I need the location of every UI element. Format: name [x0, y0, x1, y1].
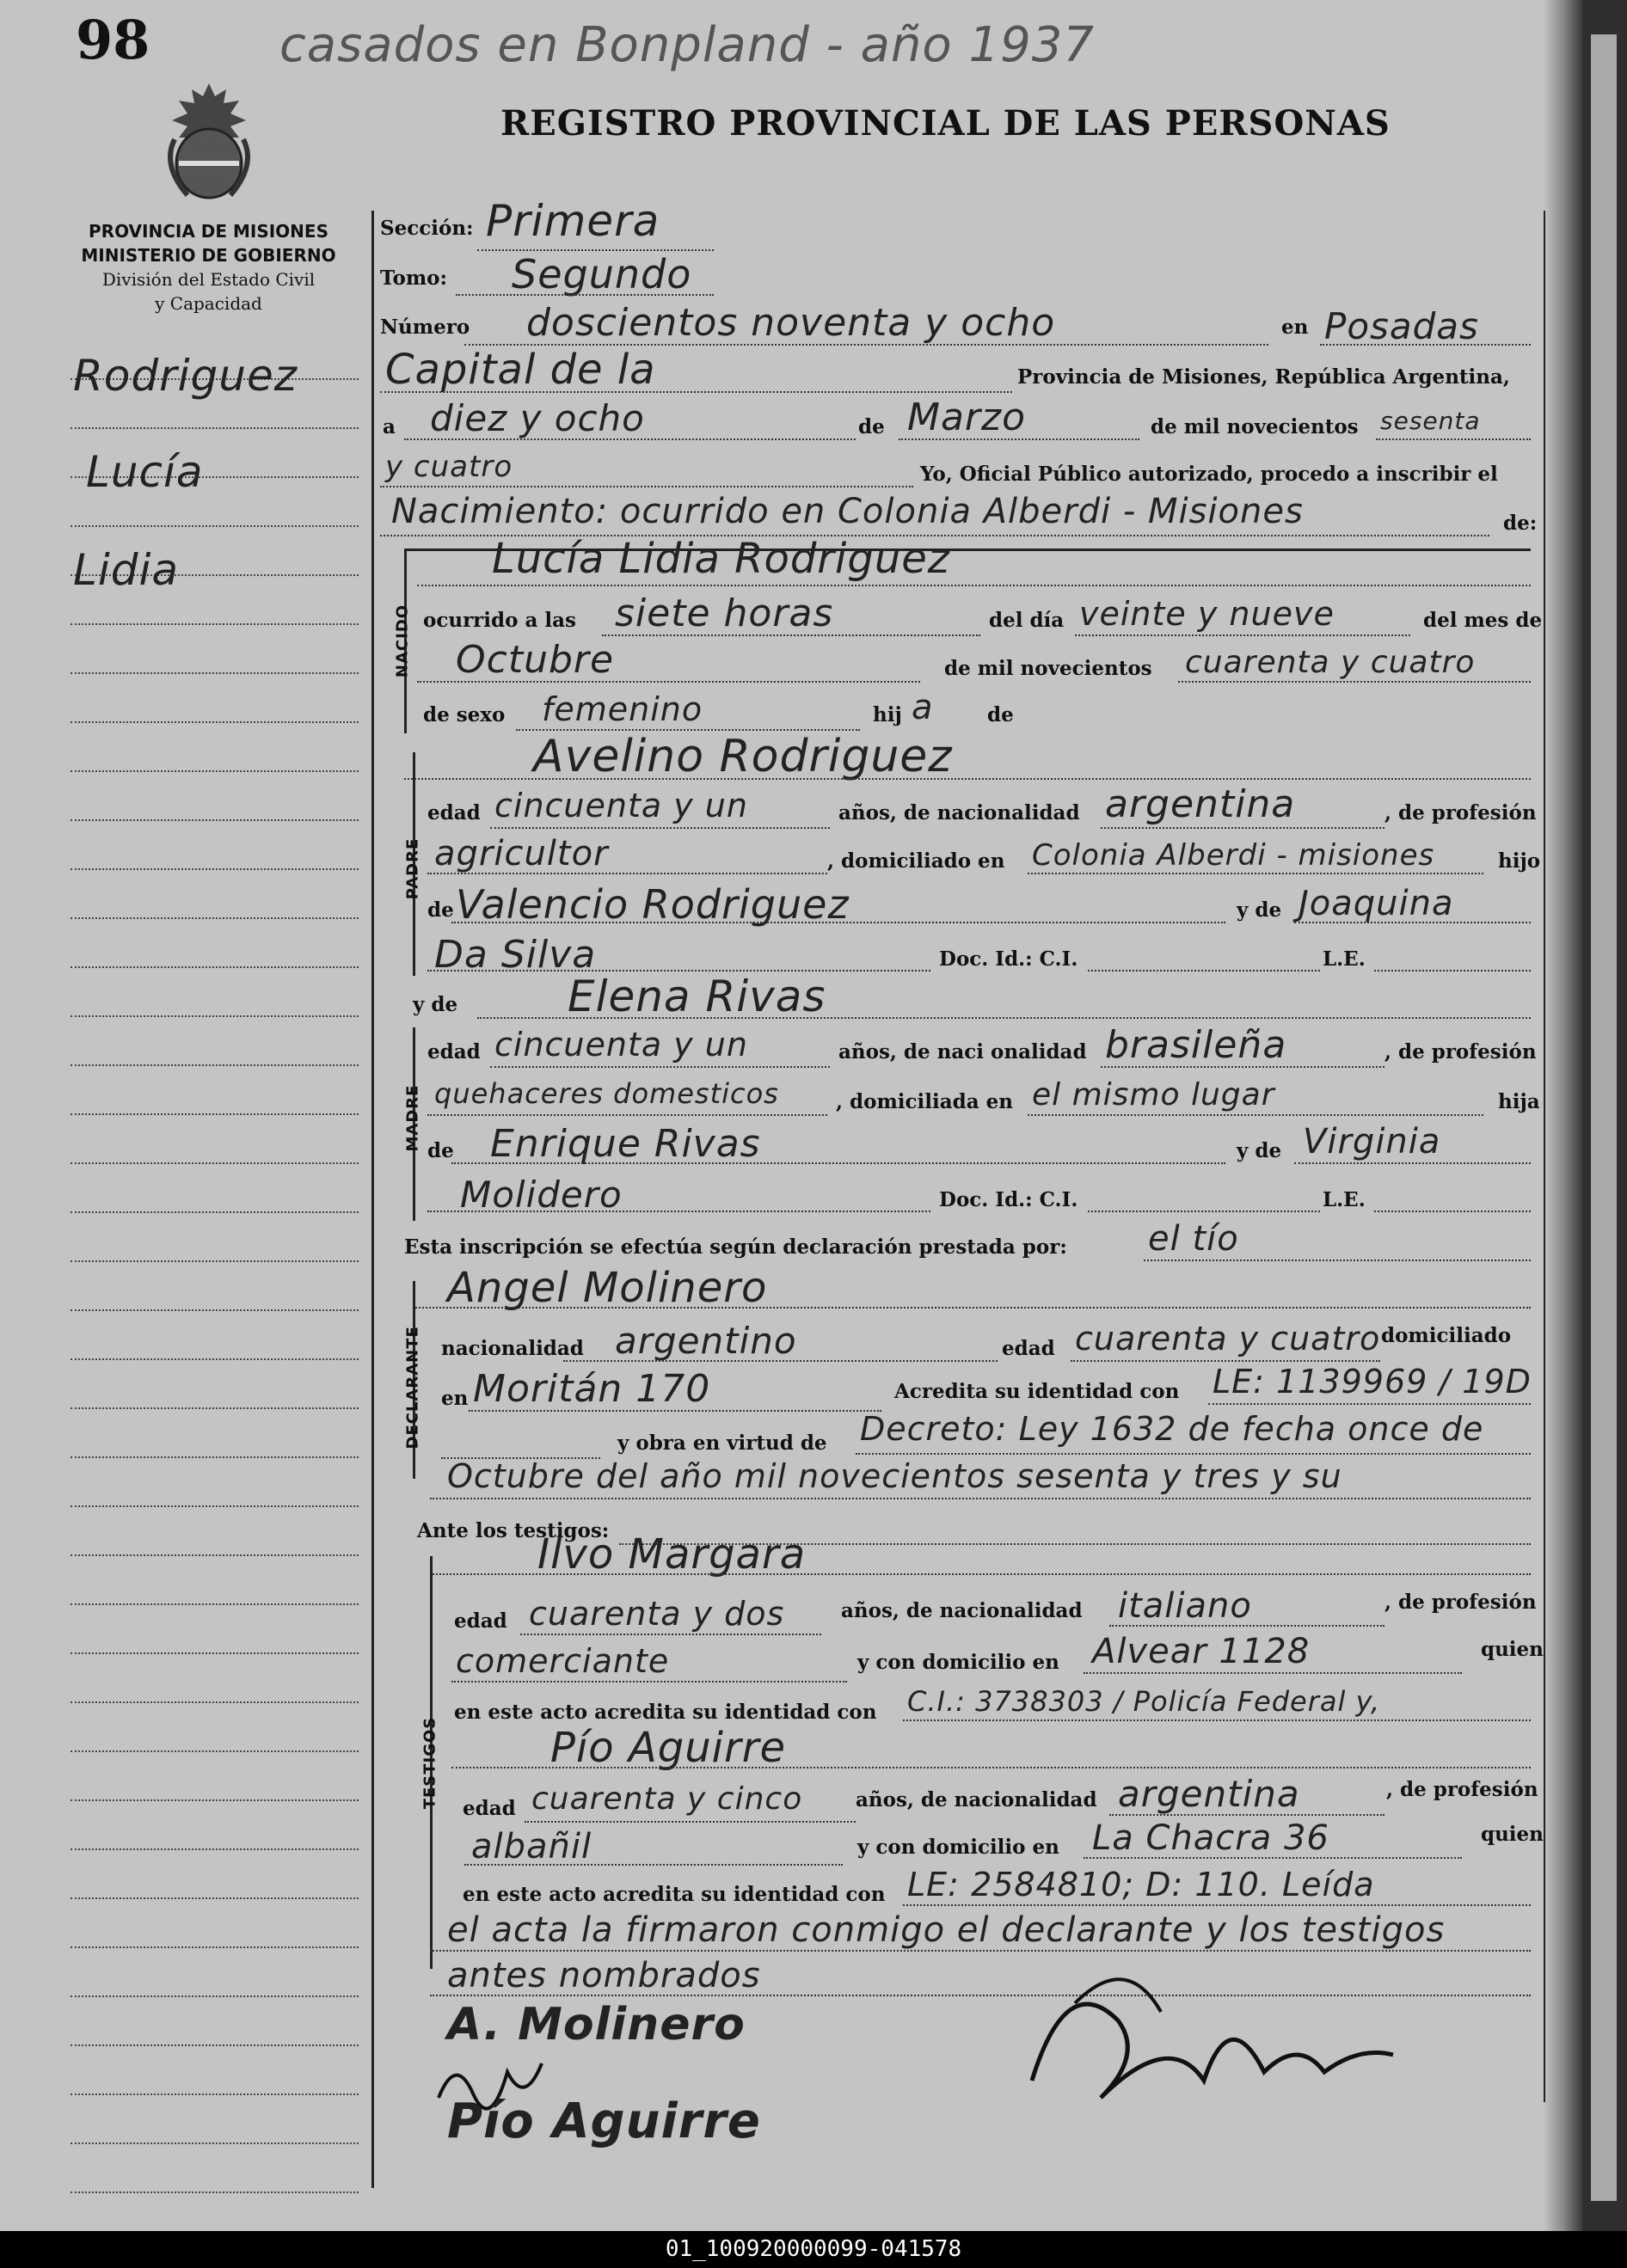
abuelo-p-de-label: de [427, 898, 454, 922]
abuela-p-yde-label: y de [1237, 898, 1282, 922]
madre-edad-value: cincuenta y un [494, 1026, 748, 1064]
decl-acredita-label: Acredita su identidad con [894, 1380, 1180, 1403]
decl-en-label: en [441, 1387, 469, 1410]
del-dia-label: del día [989, 609, 1065, 632]
t2-quien-label: quien [1481, 1823, 1544, 1846]
decreto-value: Decreto: Ley 1632 de fecha once de [860, 1410, 1484, 1448]
padre-dom-label: , domiciliado en [827, 849, 1005, 873]
issuer-capacity: y Capacidad [155, 293, 262, 314]
de-2-label: de [987, 703, 1014, 726]
testigo1-nombre-value: Ilvo Margara [537, 1530, 807, 1578]
sexo-label: de sexo [423, 703, 506, 726]
page-number: 98 [76, 9, 150, 71]
anio1-value: sesenta [1380, 407, 1481, 435]
abuelo-p-value: Valencio Rodriguez [456, 881, 850, 928]
declarante-side-label: DECLARANTE [403, 1326, 422, 1450]
de-mil-2-label: de mil novecientos [944, 657, 1152, 680]
t2-id-value: LE: 2584810; D: 110. Leída [907, 1866, 1375, 1903]
abuela-p2-value: Da Silva [434, 933, 597, 977]
hora-value: siete horas [615, 592, 834, 635]
hij-label: hij [873, 703, 902, 726]
tomo-label: Tomo: [380, 267, 447, 290]
decl-edad-value: cuarenta y cuatro [1075, 1320, 1381, 1358]
seccion-value: Primera [486, 196, 660, 246]
anio-nac-value: cuarenta y cuatro [1185, 645, 1476, 680]
a-label: a [383, 415, 396, 438]
padre-side-label: PADRE [403, 837, 422, 900]
decreto2-value: Octubre del año mil novecientos sesenta y tres y su [447, 1457, 1342, 1495]
coat-of-arms-icon [162, 79, 256, 199]
madre-doc-label: Doc. Id.: C.I. [939, 1188, 1078, 1211]
madre-yde-label: y de [413, 993, 458, 1016]
madre-dom-value: el mismo lugar [1032, 1077, 1275, 1113]
de-label: de [858, 415, 885, 438]
margin-surname: Rodriguez [73, 351, 298, 401]
padre-doc-label: Doc. Id.: C.I. [939, 947, 1078, 971]
padre-le-label: L.E. [1323, 947, 1366, 971]
margin-divider [371, 211, 374, 2188]
sexo-value: femenino [542, 690, 703, 728]
declaracion-label: Esta inscripción se efectúa según declaración prestada por: [404, 1235, 1067, 1259]
abuelo-m-de-label: de [427, 1139, 454, 1162]
issuer-province: PROVINCIA DE MISIONES [89, 221, 328, 242]
abuela-p-value: Joaquina [1299, 884, 1454, 923]
padre-edad-value: cincuenta y un [494, 787, 748, 824]
abuela-m-yde-label: y de [1237, 1139, 1282, 1162]
madre-side-label: MADRE [403, 1084, 422, 1152]
de-colon-label: de: [1503, 512, 1538, 535]
cierre2-value: antes nombrados [447, 1956, 761, 1995]
madre-nombre-value: Elena Rivas [568, 972, 826, 1021]
padre-prof-label: , de profesión [1384, 801, 1537, 824]
hij-suffix-value: a [912, 688, 934, 727]
t2-prof-label: , de profesión [1386, 1778, 1538, 1801]
t2-dom-value: La Chacra 36 [1092, 1818, 1329, 1858]
abuelo-m-value: Enrique Rivas [490, 1122, 761, 1166]
numero-label: Número [380, 316, 470, 339]
en-label: en [1281, 316, 1309, 339]
padre-nombre-value: Avelino Rodriguez [533, 731, 953, 782]
ante-testigos-label: Ante los testigos: [417, 1519, 610, 1542]
nacido-side-label: NACIDO [393, 604, 412, 678]
madre-prof-value: quehaceres domesticos [434, 1077, 779, 1110]
decl-dom-value: Moritán 170 [473, 1367, 711, 1411]
declarante-rel-value: el tío [1148, 1219, 1239, 1259]
lugar-value: Posadas [1324, 305, 1479, 347]
issuer-ministry: MINISTERIO DE GOBIERNO [81, 245, 336, 266]
decl-edad-label: edad [1002, 1337, 1055, 1360]
decl-dom-label: domiciliado [1381, 1324, 1512, 1347]
t1-dom-label: y con domicilio en [857, 1651, 1059, 1674]
t2-edad-label: edad [463, 1797, 516, 1820]
y-obra-label: y obra en virtud de [617, 1431, 827, 1455]
abuela-m-value: Virginia [1303, 1122, 1441, 1162]
acto-value: Nacimiento: ocurrido en Colonia Alberdi - Misiones [391, 492, 1304, 531]
numero-value: doscientos noventa y ocho [526, 301, 1056, 345]
nacido-nombre-value: Lucía Lidia Rodriguez [492, 535, 950, 583]
issuer-block [52, 219, 365, 316]
padre-nac-label: años, de nacionalidad [838, 801, 1080, 824]
book-spine [1544, 0, 1582, 2231]
anio2-value: y cuatro [385, 450, 513, 484]
padre-nac-value: argentina [1105, 782, 1296, 826]
declarante-value: Angel Molinero [447, 1264, 768, 1312]
t1-id-value: C.I.: 3738303 / Policía Federal y, [907, 1685, 1381, 1718]
de-mil-label: de mil novecientos [1151, 415, 1359, 438]
adjacent-page-edge [1582, 0, 1627, 2231]
cierre1-value: el acta la firmaron conmigo el declarante y los testigos [447, 1910, 1446, 1950]
madre-edad-label: edad [427, 1040, 481, 1064]
t2-nac-value: argentina [1118, 1773, 1300, 1815]
padre-dom-value: Colonia Alberdi - misiones [1032, 838, 1435, 873]
provincia-label: Provincia de Misiones, República Argentina, [1017, 365, 1510, 389]
t2-edad-value: cuarenta y cinco [531, 1781, 803, 1817]
t1-prof-label: , de profesión [1384, 1591, 1537, 1614]
t2-dom-label: y con domicilio en [857, 1836, 1059, 1859]
image-id-bar: 01_100920000099-041578 [0, 2231, 1627, 2268]
margin-second-name: Lidia [73, 545, 180, 595]
abuela-m2-value: Molidero [460, 1174, 623, 1216]
signature-declarante: A. Molinero [447, 1999, 746, 2050]
right-margin-rule [1544, 211, 1545, 2102]
madre-nac-label: años, de naci onalidad [838, 1040, 1087, 1064]
mes-value: Marzo [907, 395, 1027, 439]
mes-nac-value: Octubre [456, 638, 615, 682]
t1-prof-value: comerciante [456, 1642, 670, 1680]
t2-nac-label: años, de nacionalidad [856, 1788, 1097, 1811]
t2-acredita-label: en este acto acredita su identidad con [463, 1883, 886, 1906]
padre-edad-label: edad [427, 801, 481, 824]
del-mes-label: del mes de [1423, 609, 1543, 632]
t1-quien-label: quien [1481, 1638, 1544, 1661]
t1-edad-value: cuarenta y dos [529, 1595, 785, 1633]
testigo2-nombre-value: Pío Aguirre [550, 1724, 786, 1772]
madre-dom-label: , domiciliada en [836, 1090, 1013, 1113]
seccion-label: Sección: [380, 217, 474, 240]
t1-nac-label: años, de nacionalidad [841, 1599, 1083, 1622]
signature-testigo: Pío Aguirre [447, 2093, 761, 2149]
tomo-value: Segundo [512, 251, 692, 297]
issuer-division: División del Estado Civil [101, 269, 316, 290]
register-title: REGISTRO PROVINCIAL DE LAS PERSONAS [500, 103, 1391, 144]
t1-acredita-label: en este acto acredita su identidad con [454, 1701, 877, 1724]
ocurrido-label: ocurrido a las [423, 609, 576, 632]
decl-id-value: LE: 1139969 / 19D [1213, 1363, 1532, 1401]
madre-le-label: L.E. [1323, 1188, 1366, 1211]
madre-prof-label: , de profesión [1384, 1040, 1537, 1064]
dia-nac-value: veinte y nueve [1079, 595, 1335, 633]
madre-nac-value: brasileña [1105, 1023, 1287, 1067]
top-handwritten-note: casados en Bonpland - año 1937 [279, 17, 1095, 73]
yo-label: Yo, Oficial Público autorizado, procedo a inscribir el [920, 463, 1498, 486]
margin-first-name: Lucía [86, 447, 204, 497]
t2-prof-value: albañil [471, 1827, 592, 1867]
t1-dom-value: Alvear 1128 [1092, 1632, 1311, 1671]
hija-label: hija [1498, 1090, 1540, 1113]
testigos-side-label: TESTIGOS [421, 1716, 439, 1810]
decl-nac-value: argentino [615, 1320, 797, 1362]
decl-nac-label: nacionalidad [441, 1337, 584, 1360]
padre-prof-value: agricultor [434, 834, 609, 873]
t1-edad-label: edad [454, 1609, 507, 1633]
capital-value: Capital de la [385, 346, 656, 394]
hijo-label: hijo [1498, 849, 1541, 873]
dia-value: diez y ocho [430, 397, 645, 439]
t1-nac-value: italiano [1118, 1586, 1252, 1626]
